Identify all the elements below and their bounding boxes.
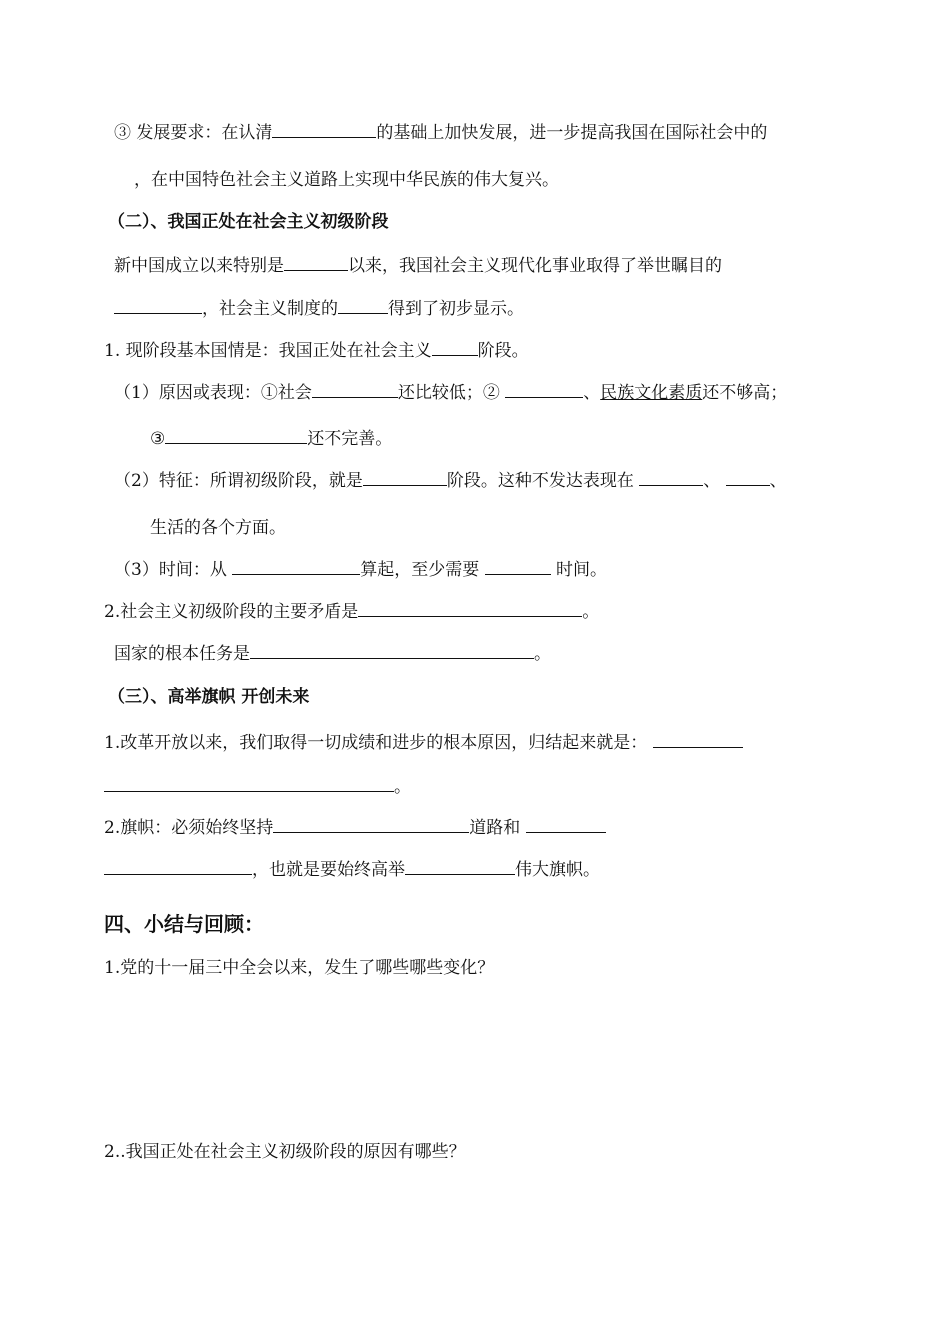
line-characteristics: （2）特征：所谓初级阶段，就是 阶段。这种不发达表现在 、 、 — [114, 468, 787, 493]
fill-blank[interactable] — [104, 857, 252, 875]
fill-blank[interactable] — [272, 120, 376, 138]
fill-blank[interactable] — [526, 815, 606, 833]
review-question-1: 1.党的十一届三中全会以来，发生了哪些哪些变化？ — [104, 958, 495, 978]
line-banner: 2.旗帜：必须始终坚持 道路和 — [104, 815, 606, 840]
section-heading-4: 四、小结与回顾： — [104, 912, 264, 936]
fill-blank[interactable] — [165, 426, 307, 444]
fill-blank[interactable] — [505, 380, 583, 398]
line-life-aspects: 生活的各个方面。 — [150, 518, 286, 538]
line-reason-3: ③ 还不完善。 — [150, 426, 392, 451]
line-time: （3）时间：从 算起，至少需要 时间。 — [114, 557, 607, 582]
fill-blank[interactable] — [312, 380, 398, 398]
fill-blank[interactable] — [639, 468, 703, 486]
line-system-superiority: ，社会主义制度的 得到了初步显示。 — [114, 296, 524, 321]
section-heading-2: （二）、我国正处在社会主义初级阶段 — [108, 212, 389, 232]
fill-blank[interactable] — [114, 296, 202, 314]
line-fundamental-reason-cont: 。 — [104, 774, 411, 799]
fill-blank[interactable] — [432, 338, 478, 356]
fill-blank[interactable] — [726, 468, 770, 486]
line-achievements: 新中国成立以来特别是 以来，我国社会主义现代化事业取得了举世瞩目的 — [114, 253, 722, 278]
line-development-requirement: ③ 发展要求：在认清 的基础上加快发展，进一步提高我国在国际社会中的 — [114, 120, 767, 145]
fill-blank[interactable] — [284, 253, 348, 271]
fill-blank[interactable] — [405, 857, 515, 875]
fill-blank[interactable] — [338, 296, 388, 314]
fill-blank[interactable] — [250, 641, 534, 659]
fill-blank[interactable] — [104, 774, 394, 792]
fill-blank[interactable] — [653, 730, 743, 748]
line-fundamental-reason: 1.改革开放以来，我们取得一切成绩和进步的根本原因，归结起来就是： — [104, 730, 743, 755]
fill-blank[interactable] — [273, 815, 469, 833]
line-reasons: （1）原因或表现：①社会 还比较低；② 、民族文化素质还不够高； — [114, 380, 787, 405]
fill-blank[interactable] — [232, 557, 360, 575]
line-basic-national-condition: 1. 现阶段基本国情是：我国正处在社会主义 阶段。 — [104, 338, 529, 363]
line-rejuvenation: ，在中国特色社会主义道路上实现中华民族的伟大复兴。 — [134, 170, 559, 190]
line-main-contradiction: 2.社会主义初级阶段的主要矛盾是 。 — [104, 599, 599, 624]
line-fundamental-task: 国家的根本任务是 。 — [114, 641, 551, 666]
fill-blank[interactable] — [358, 599, 582, 617]
underlined-phrase: 民族文化素质 — [600, 383, 703, 403]
line-banner-cont: ，也就是要始终高举 伟大旗帜。 — [104, 857, 600, 882]
fill-blank[interactable] — [363, 468, 447, 486]
section-heading-3: （三）、高举旗帜 开创未来 — [108, 687, 310, 707]
fill-blank[interactable] — [485, 557, 551, 575]
review-question-2: 2..我国正处在社会主义初级阶段的原因有哪些？ — [104, 1142, 466, 1162]
